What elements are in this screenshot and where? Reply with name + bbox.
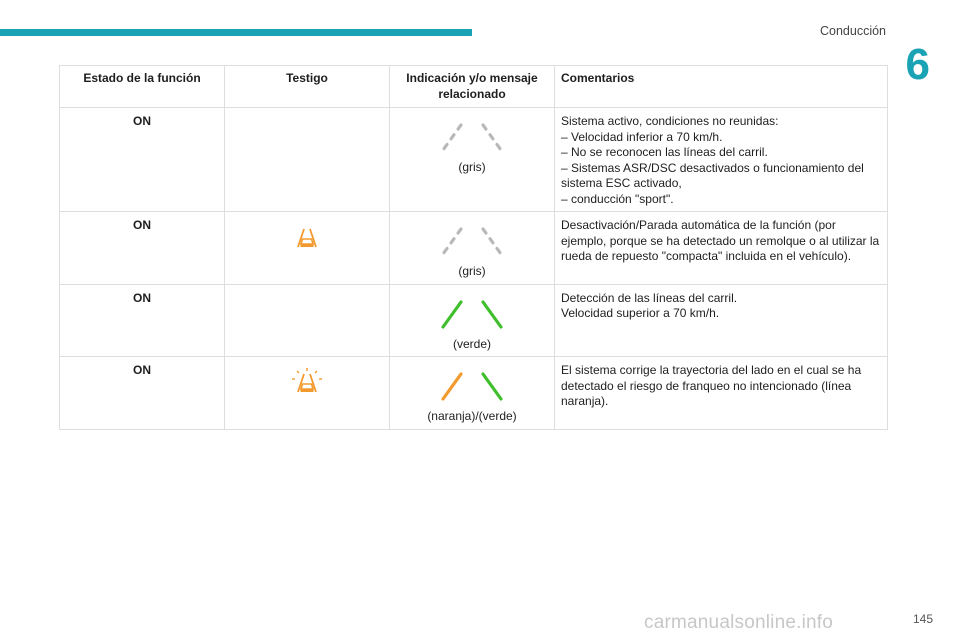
comment-line: Sistema activo, condiciones no reunidas: (561, 114, 779, 128)
testigo-cell (225, 108, 390, 212)
function-state: ON (60, 357, 225, 430)
lane-warning-icon (290, 222, 324, 252)
page-number: 145 (912, 612, 933, 626)
lane-lines-icon (432, 297, 512, 331)
comment-line: – Velocidad inferior a 70 km/h. (561, 129, 723, 144)
indication-caption: (naranja)/(verde) (427, 409, 517, 423)
indication-cell (390, 357, 555, 430)
table-row (60, 284, 888, 357)
indication-caption: (gris) (458, 160, 486, 174)
left-lane-line (443, 374, 461, 399)
right-lane-line (483, 302, 501, 327)
table-row (60, 212, 888, 285)
left-lane-line (443, 229, 461, 254)
right-lane-line (483, 229, 501, 254)
header-state: Estado de la función (60, 66, 225, 108)
comment-line: – Sistemas ASR/DSC desactivados o funcionamiento del sistema ESC activado, (561, 160, 864, 190)
comment-line: Velocidad superior a 70 km/h. (561, 306, 720, 320)
indication-cell (390, 284, 555, 357)
function-state: ON (60, 284, 225, 357)
header-comments: Comentarios (555, 66, 888, 108)
section-title: Conducción (819, 24, 886, 38)
section-color-bar (0, 29, 472, 36)
testigo-cell (225, 284, 390, 357)
indication-caption: (verde) (452, 336, 491, 351)
watermark: carmanualsonline.info (644, 612, 834, 633)
function-state: ON (60, 108, 225, 212)
lane-lines-icon (432, 120, 512, 154)
comment-line: Detección de las líneas del carril. (561, 290, 738, 305)
comment-line: El sistema corrige la trayectoria del lado en el cual se ha detectado el riesgo de franqueo no intencionado (línea naranja). (561, 363, 862, 408)
comment-line: – conducción "sport". (561, 191, 674, 206)
lane-lines-icon (432, 369, 512, 403)
table-row (60, 108, 888, 212)
table-row (60, 357, 888, 430)
right-lane-line (483, 125, 501, 150)
function-state: ON (60, 212, 225, 285)
indication-caption: (gris) (458, 264, 486, 278)
comment-line: – No se reconocen las líneas del carril. (561, 145, 768, 159)
lane-warning-flashing-icon (290, 367, 324, 397)
comments-cell (555, 284, 888, 357)
lane-lines-icon (432, 224, 512, 258)
comments-cell (555, 357, 888, 430)
comments-cell (555, 108, 888, 212)
left-lane-line (443, 125, 461, 150)
indication-cell (390, 108, 555, 212)
comment-line: Desactivación/Parada automática de la función (por ejemplo, porque se ha detectado un remolque o al utilizar la rueda de repuesto "compacta" incluida en el vehículo). (561, 218, 880, 263)
comments-cell (555, 212, 888, 285)
right-lane-line (483, 374, 501, 399)
header-testigo: Testigo (225, 66, 390, 108)
table-header-row (60, 66, 888, 108)
indication-cell (390, 212, 555, 285)
left-lane-line (443, 302, 461, 327)
testigo-cell (225, 212, 390, 285)
header-indication: Indicación y/o mensaje relacionado (390, 66, 555, 108)
testigo-cell (225, 357, 390, 430)
function-status-table (59, 65, 888, 430)
chapter-number: 6 (905, 40, 930, 89)
